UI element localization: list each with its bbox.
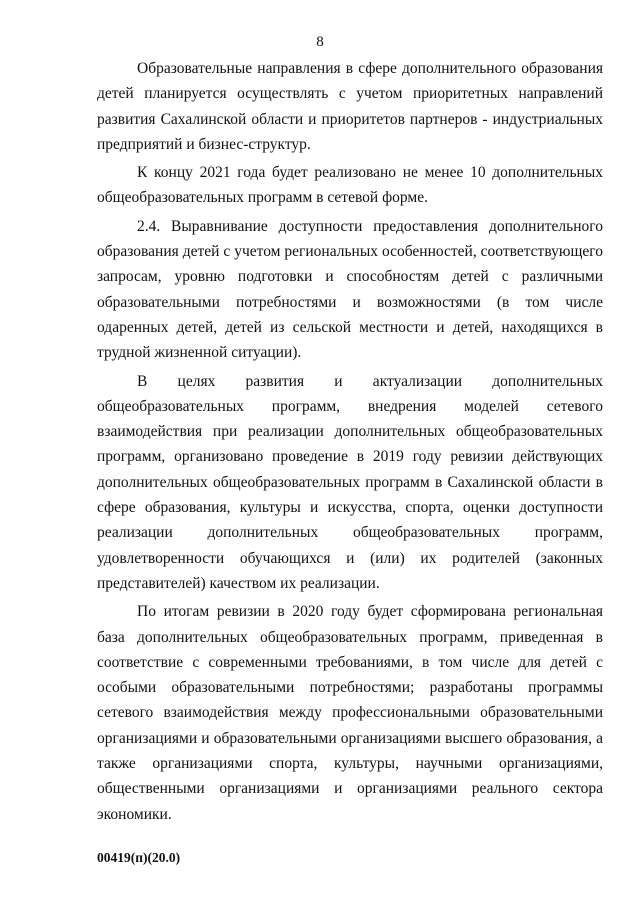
paragraph-educational-directions: Образовательные направления в сфере дополнительного образования детей планируется осуществлять с учетом приоритетных направлений развития Сахалинской области и приоритетов партнеров - индустриальных предприятий и бизнес-структур. [97,60,603,153]
paragraph-revision-2019: В целях развития и актуализации дополнительных общеобразовательных программ, внедрения моделей сетевого взаимодействия при реализации дополнительных общеобразовательных программ, организовано проведение в 2019 году ревизии действующих дополнительных общеобразовательных программ в Сахалинской области в сфере образования, культуры и искусства, спорта, оценки доступности реализации дополнительных общеобразовательных программ, удовлетворенности обучающихся и (или) их родителей (законных представителей) качеством их реализации. [97,372,603,592]
paragraph-network-programs: К концу 2021 года будет реализовано не менее 10 дополнительных общеобразовательных программ в сетевой форме. [97,164,603,207]
paragraph-revision-results-2020: По итогам ревизии в 2020 году будет сформирована региональная база дополнительных общеобразовательных программ, приведенная в соответствие с современными требованиями, в том числе для детей с особыми образовательными потребностями; разработаны программы сетевого взаимодействия между профессиональными образовательными организациями и образовательными организациями высшего образования, а также организациями спорта, культуры, научными организациями, общественными организациями и организациями реального сектора экономики. [97,603,603,823]
document-body [97,56,603,830]
document-code: 00419(п)(20.0) [97,850,181,865]
page-number: 8 [316,34,324,50]
paragraph-section-2-4: 2.4. Выравнивание доступности предоставления дополнительного образования детей с учетом региональных особенностей, соответствующего запросам, уровню подготовки и способностям детей с различными образовательными потребностями и возможностями (в том числе одаренных детей, детей из сельской местности и детей, находящихся в трудной жизненной ситуации). [97,217,603,362]
